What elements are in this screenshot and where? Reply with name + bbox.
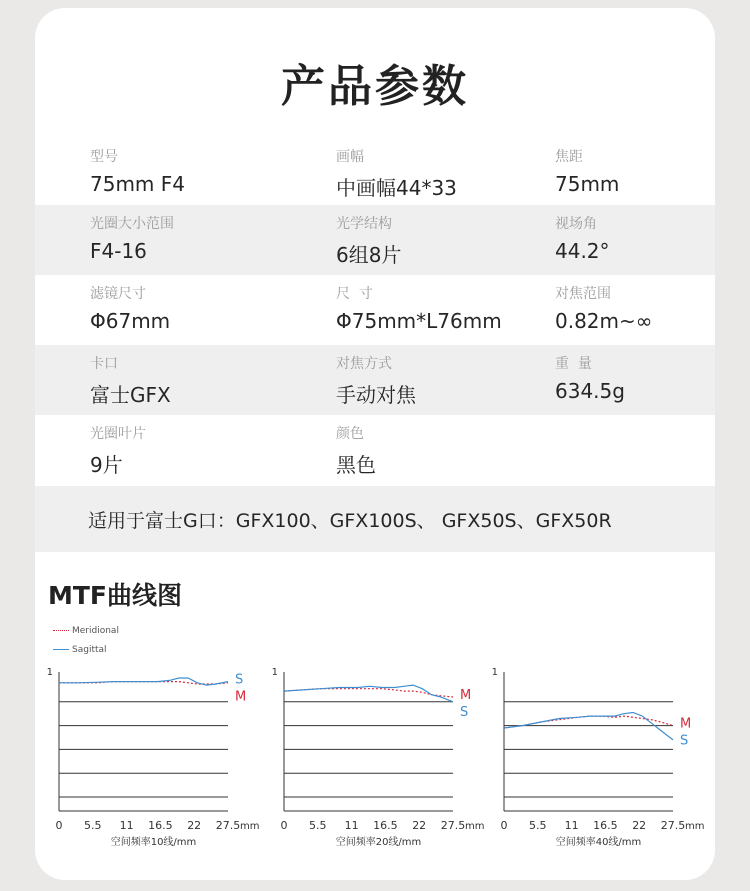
y-max-label: 1 xyxy=(271,667,278,678)
legend-sagittal-label: Sagittal xyxy=(72,645,107,655)
spec-label: 型号 xyxy=(90,149,118,165)
spec-label: 光圈大小范围 xyxy=(90,216,174,232)
spec-value: 44.2° xyxy=(555,239,610,263)
x-unit-label: mm xyxy=(240,821,260,832)
spec-label: 对焦方式 xyxy=(336,356,392,372)
mtf-chart-svg xyxy=(260,664,490,848)
mtf-chart-40 xyxy=(480,664,710,852)
spec-row xyxy=(35,205,715,275)
x-tick-label: 27.5 xyxy=(660,819,686,832)
series-end-label: M xyxy=(460,688,472,704)
x-tick-label: 5.5 xyxy=(84,819,102,832)
x-tick-label: 16.5 xyxy=(593,819,618,832)
mtf-chart-20 xyxy=(260,664,490,852)
mtf-chart-svg xyxy=(35,664,265,848)
spec-label: 滤镜尺寸 xyxy=(90,286,146,302)
mtf-section-title: MTF曲线图 xyxy=(48,581,183,610)
spec-value: 黑色 xyxy=(336,453,376,477)
x-unit-label: mm xyxy=(685,821,705,832)
spec-label: 光圈叶片 xyxy=(90,426,146,442)
spec-label: 颜色 xyxy=(336,426,364,442)
x-tick-label: 11 xyxy=(344,819,359,832)
compatibility-text: 适用于富士G口：GFX100、GFX100S、 GFX50S、GFX50R xyxy=(88,510,612,532)
x-tick-label: 11 xyxy=(119,819,134,832)
spec-row xyxy=(35,415,715,485)
spec-label: 卡口 xyxy=(90,356,118,372)
x-tick-label: 0 xyxy=(500,819,508,832)
sagittal-line xyxy=(504,713,673,740)
spec-row xyxy=(35,138,715,208)
series-end-label: S xyxy=(460,705,469,721)
x-tick-label: 22 xyxy=(187,819,202,832)
spec-label: 重 量 xyxy=(555,356,592,372)
x-axis-title: 空间频率10线/mm xyxy=(110,837,197,848)
spec-value: 75mm xyxy=(555,172,620,196)
sagittal-line xyxy=(59,678,228,685)
x-tick-label: 0 xyxy=(55,819,63,832)
spec-value: 634.5g xyxy=(555,379,625,403)
product-spec-card xyxy=(35,8,715,880)
legend-meridional xyxy=(53,626,119,636)
x-tick-label: 22 xyxy=(632,819,647,832)
spec-row xyxy=(35,275,715,345)
page-title: 产品参数 xyxy=(281,61,469,112)
spec-value: 6组8片 xyxy=(336,243,402,267)
sagittal-swatch xyxy=(53,649,69,650)
series-end-label: M xyxy=(235,689,247,705)
spec-label: 尺 寸 xyxy=(336,286,373,302)
x-tick-label: 27.5 xyxy=(440,819,466,832)
x-tick-label: 5.5 xyxy=(529,819,547,832)
spec-value: 富士GFX xyxy=(90,383,171,407)
spec-value: 手动对焦 xyxy=(336,383,416,407)
series-end-label: S xyxy=(235,672,244,688)
y-max-label: 1 xyxy=(491,667,498,678)
mtf-chart-svg xyxy=(480,664,710,848)
compatibility-bar xyxy=(35,486,715,552)
series-end-label: S xyxy=(680,733,689,749)
x-tick-label: 22 xyxy=(412,819,427,832)
y-max-label: 1 xyxy=(46,667,53,678)
spec-row xyxy=(35,345,715,415)
meridional-line xyxy=(504,716,673,728)
x-tick-label: 16.5 xyxy=(373,819,398,832)
series-end-label: M xyxy=(680,716,692,732)
x-axis-title: 空间频率20线/mm xyxy=(335,837,422,848)
spec-value: 75mm F4 xyxy=(90,172,185,196)
spec-value: 9片 xyxy=(90,453,123,477)
spec-label: 光学结构 xyxy=(336,216,392,232)
spec-value: Φ67mm xyxy=(90,309,171,333)
spec-value: F4-16 xyxy=(90,239,147,263)
x-tick-label: 11 xyxy=(564,819,579,832)
spec-value: Φ75mm*L76mm xyxy=(336,309,502,333)
spec-value: 中画幅44*33 xyxy=(336,176,457,200)
x-axis-title: 空间频率40线/mm xyxy=(555,837,642,848)
legend-sagittal xyxy=(53,645,107,655)
spec-label: 焦距 xyxy=(555,149,583,165)
x-unit-label: mm xyxy=(465,821,485,832)
spec-label: 画幅 xyxy=(336,149,364,165)
x-tick-label: 27.5 xyxy=(215,819,241,832)
spec-label: 视场角 xyxy=(555,216,597,232)
legend-meridional-label: Meridional xyxy=(72,626,119,636)
mtf-chart-10 xyxy=(35,664,265,852)
meridional-swatch xyxy=(53,630,69,631)
x-tick-label: 16.5 xyxy=(148,819,173,832)
x-tick-label: 5.5 xyxy=(309,819,327,832)
x-tick-label: 0 xyxy=(280,819,288,832)
spec-value: 0.82m~∞ xyxy=(555,309,653,333)
spec-label: 对焦范围 xyxy=(555,286,611,302)
